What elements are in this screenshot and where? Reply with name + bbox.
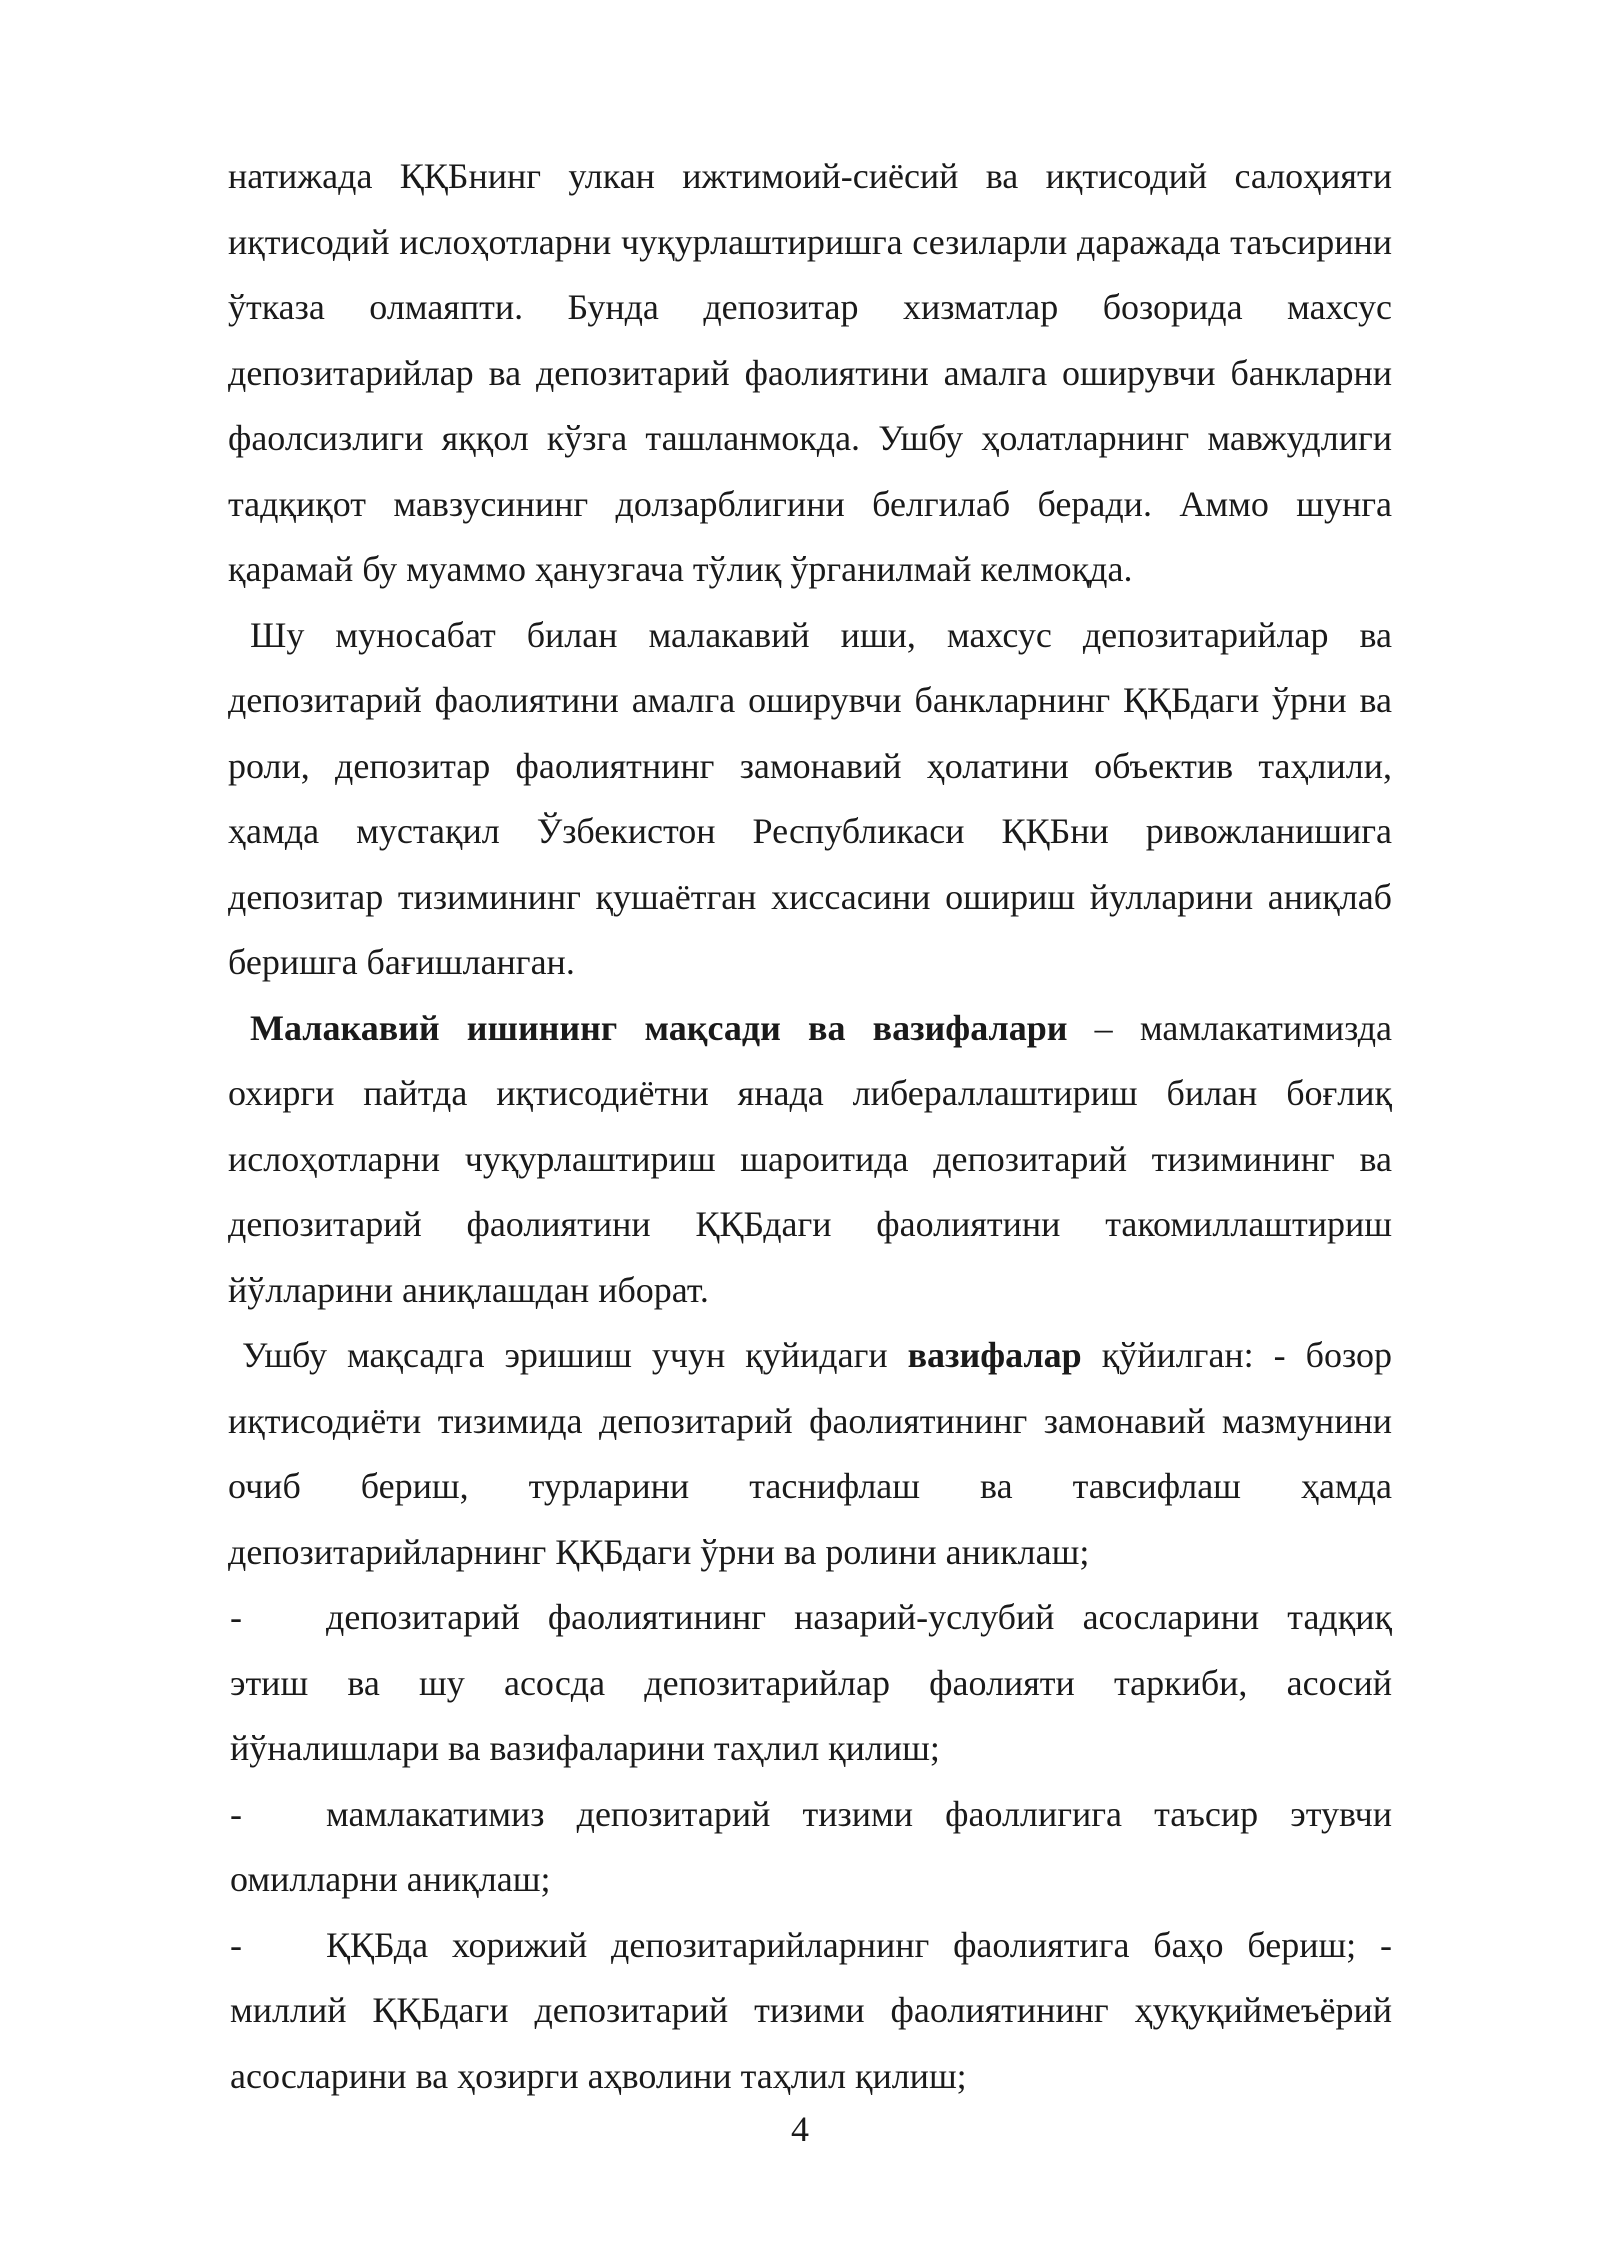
list-marker: -: [230, 1793, 242, 1834]
list-marker: -: [230, 1597, 242, 1637]
paragraph-relevance: натижада ҚҚБнинг улкан ижтимоий-сиёсий ва иқтисодий салоҳияти иқтисодий ислоҳотларни чуқурлаштиришга сезиларли даражада таъсирини ўтказа олмаяпти. Бунда депозитар хизматлар бозорида махсус депозитарийлар ва депозитарий фаолиятини амалга оширувчи банкларни фаолсизлиги яққол кўзга ташланмокда. Ушбу ҳолатларнинг мавжудлиги тадқиқот мавзусининг долзарблигини белгилаб беради. Аммо шунга қарамай бу муаммо ҳанузгача тўлиқ ўрганилмай келмоқда.: [228, 156, 1392, 589]
list-marker: -: [230, 1924, 242, 1965]
page-number: 4: [791, 2109, 809, 2149]
list-item-text: мамлакатимиз депозитарий тизими фаоллигига таъсир этувчи омилларни аниқлаш;: [230, 1793, 1392, 1899]
paragraph-goals-and-tasks: [228, 996, 1392, 1324]
list-item-text: депозитарий фаолиятининг назарий-услубий асосларини тадқиқ этиш ва шу асосда депозитарийлар фаолияти таркиби, асосий йўналишлари ва вазифаларини таҳлил қилиш;: [230, 1597, 1392, 1768]
list-item-text: ҚҚБда хорижий депозитарийларнинг фаолиятига баҳо бериш; - миллий ҚҚБдаги депозитарий тизими фаолиятининг ҳуқуқиймеъёрий асосларини ва ҳозирги аҳволини таҳлил қилиш;: [230, 1924, 1392, 2096]
goals-text: – мамлакатимизда охирги пайтда иқтисодиётни янада либераллаштириш билан боғлиқ ислоҳотларни чуқурлаштириш шароитида депозитарий тизимининг ва депозитарий фаолиятини ҚҚБдаги фаолиятини такомиллаштириш йўлларини аниқлашдан иборат.: [228, 1007, 1392, 1310]
tasks-bold-word: вазифалар: [907, 1335, 1082, 1375]
list-item: [228, 1782, 1392, 1913]
list-item: [228, 1585, 1392, 1782]
goals-heading: Малакавий ишининг мақсади ва вазифалари: [250, 1007, 1068, 1048]
paragraph-tasks-intro: [228, 1323, 1392, 1585]
paragraph-purpose-of-work: Шу муносабат билан малакавий иши, махсус депозитарийлар ва депозитарий фаолиятини амалга оширувчи банкларнинг ҚҚБдаги ўрни ва роли, депозитар фаолиятнинг замонавий ҳолатини объектив таҳлили, ҳамда мустақил Ўзбекистон Республикаси ҚҚБни ривожланишига депозитар тизимининг қушаётган хиссасини ошириш йулларини аниқлаб беришга бағишланган.: [228, 614, 1392, 982]
tasks-intro-text: Ушбу мақсадга эришиш учун қуйидаги: [242, 1335, 908, 1375]
page-body: [228, 144, 1392, 2109]
tasks-first-item-text: қўйилган: - бозор иқтисодиёти тизимида депозитарий фаолиятининг замонавий мазмунини очиб бериш, турларини таснифлаш ва тавсифлаш ҳамда депозитарийларнинг ҚҚБдаги ўрни ва ролини аниклаш;: [228, 1335, 1392, 1572]
list-item: [228, 1913, 1392, 2110]
